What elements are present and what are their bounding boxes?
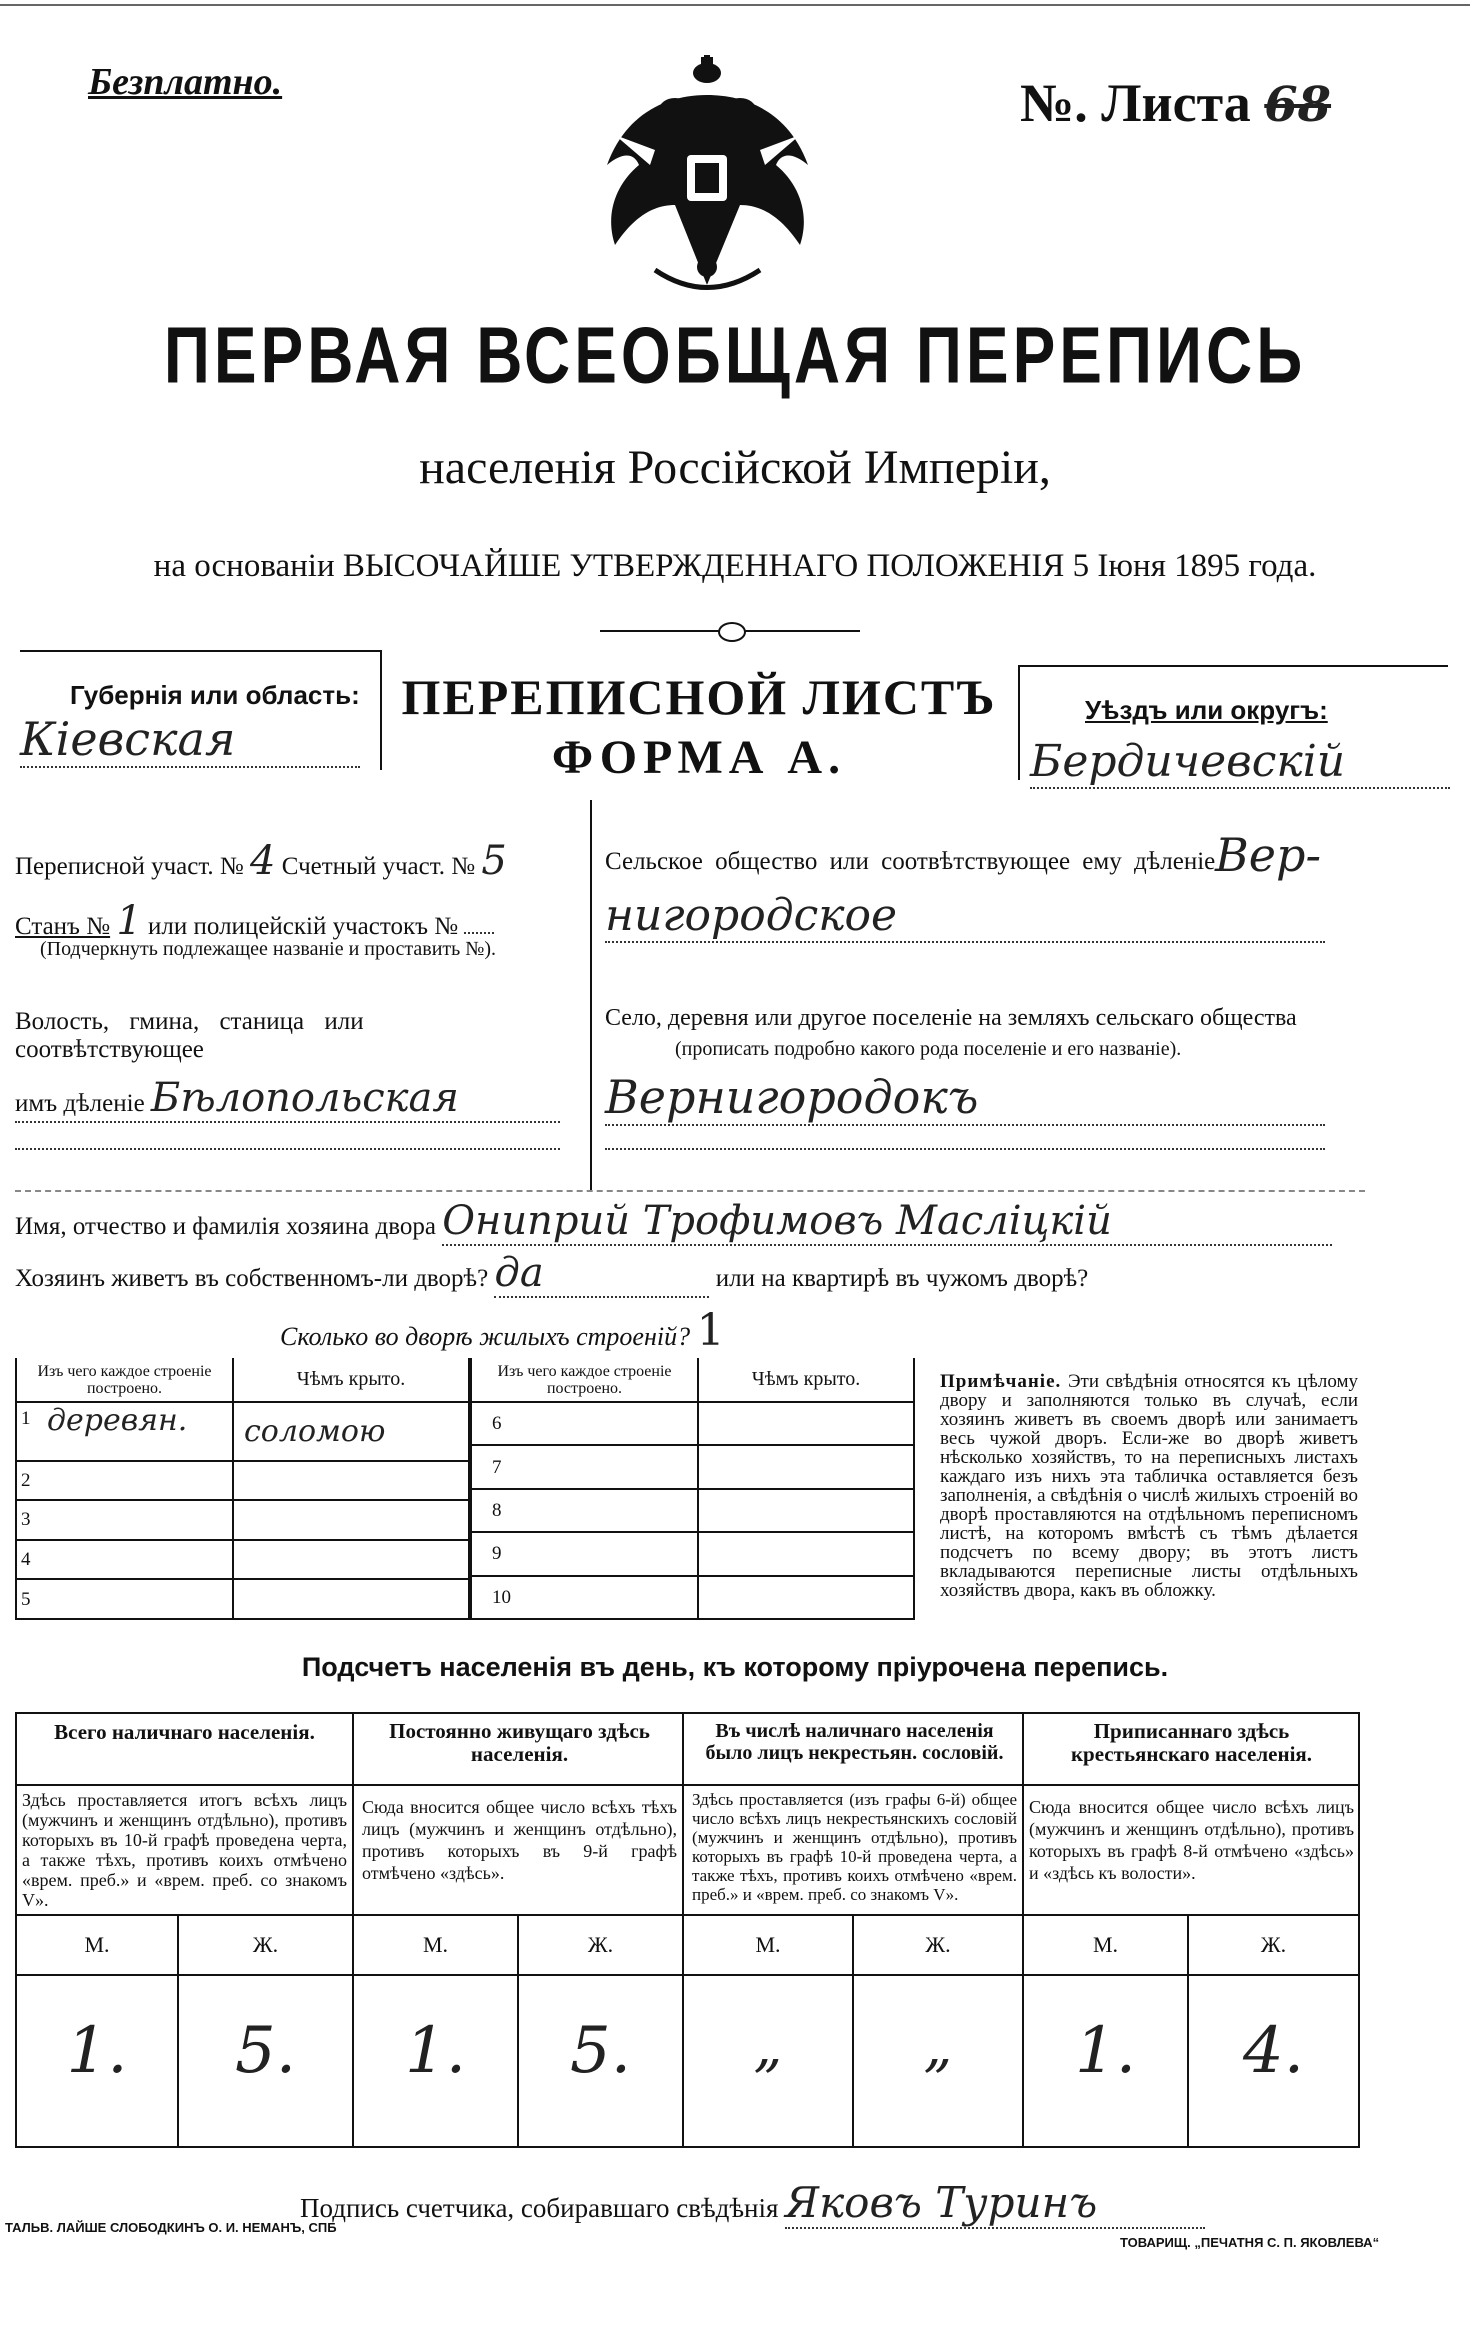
note-text: Эти свѣдѣнія относятся къ цѣлому двору и заполняются только въ случаѣ, если хозяинъ живетъ въ своемъ дворѣ или занимаетъ весь чужой дворъ. Если-же во дворѣ живетъ нѣсколько хозяйствъ, то на переписныхъ листахъ каждаго изъ нихъ эта табличка оставляется безъ заполненія, а свѣдѣнія о числѣ жилыхъ строеній во дворѣ проставляются на отдѣльномъ переписномъ листѣ, на которомъ вмѣстѣ съ тѣмъ дѣлается подсчетъ по всему двору; въ этотъ листъ вкладываются переписные листы отдѣльныхъ хозяйствъ двора, какъ въ обложку. <box>940 1371 1358 1601</box>
left-box-top <box>20 650 380 652</box>
village-note: (прописать подробно какого рода поселеніе и его названіе). <box>675 1038 1182 1060</box>
province-value: Кіевская <box>20 712 360 768</box>
count-group-1-header: Всего наличнаго населенія. <box>54 1720 315 1744</box>
division-row: имъ дѣленіе Бѣлопольская <box>15 1075 560 1123</box>
count-group-4-female: 4. <box>1242 2014 1305 2088</box>
sheet-number <box>1020 72 1331 134</box>
form-title-line2: ФОРМА А. <box>551 731 847 784</box>
owner-lives-value: да <box>494 1250 709 1298</box>
stan-value: 1 <box>116 898 142 944</box>
main-title: ПЕРВАЯ ВСЕОБЩАЯ ПЕРЕПИСЬ <box>163 310 1307 400</box>
buildings-table-right: Изъ чего каждое строеніе построено. Чѣмъ крыто. 6 7 8 9 10 <box>470 1358 915 1620</box>
underline-note: (Подчеркнуть подлежащее названіе и проставить №). <box>40 938 496 960</box>
count-group-2-header: Постоянно живущаго здѣсь населенія. <box>389 1720 650 1766</box>
free-label: Безплатно. <box>88 61 283 103</box>
district-label: Уѣздъ или округъ: <box>1085 695 1328 725</box>
building-row-8: 8 <box>471 1489 698 1532</box>
count-table: Всего наличнаго населенія. Здѣсь проставляется итогъ всѣхъ лицъ (мужчинъ и женщинъ отдѣльно), противъ которыхъ въ 10-й графѣ проведена черта, а также тѣхъ, противъ коихъ отмѣчено «врем. преб.» и «врем. преб. со знакомъ V». М. Ж. 1. 5. Постоянно живущаго здѣсь населенія. Сюда вносится общее число всѣхъ тѣхъ лицъ (мужчинъ и женщинъ отдѣльно), противъ которыхъ въ 9-й графѣ отмѣчено «здѣсь». М. Ж. 1. 5. Въ числѣ наличнаго населенія было лицъ некрестьян. сословій. Здѣсь проставляется (изъ графы 6-й) общее число всѣхъ лицъ некрестьянскихъ сословій (мужчинъ и женщинъ отдѣльно), противъ которыхъ въ графѣ 10-й проведена черта, а также тѣхъ, противъ коихъ отмѣчено «врем. преб.» и «врем. преб. со знакомъ V». М. Ж. „ „ Приписаннаго здѣсь крестьянскаго населенія. Сюда вносится общее число всѣхъ лицъ (мужчинъ и женщинъ отдѣльно), противъ которыхъ въ графѣ 8-й отмѣчено «здѣсь» и «здѣсь къ волости». М. Ж. 1. 4. <box>15 1712 1360 2148</box>
note-block <box>940 1372 1358 1600</box>
buildings-row: Сколько во дворѣ жилыхъ строеній? 1 <box>280 1305 725 1356</box>
count-section-value: 5 <box>481 838 507 884</box>
count-group-1-female: 5. <box>234 2014 297 2088</box>
district-value: Бердичевскій <box>1030 736 1450 789</box>
building-row-6: 6 <box>471 1402 698 1445</box>
form-title-line1: ПЕРЕПИСНОЙ ЛИСТЪ <box>401 669 997 725</box>
sheet-number-label: №. Листа <box>1020 73 1251 133</box>
count-title: Подсчетъ населенія въ день, къ которому пріурочена перепись. <box>301 1652 1169 1682</box>
footer-right: ТОВАРИЩ. „ПЕЧАТНЯ С. П. ЯКОВЛЕВА“ <box>1120 2235 1380 2250</box>
count-group-3-header: Въ числѣ наличнаго населенія было лицъ некрестьян. сословій. <box>705 1720 1004 1764</box>
count-group-1-desc: Здѣсь проставляется итогъ всѣхъ лицъ (мужчинъ и женщинъ отдѣльно), противъ которыхъ въ 10-й графѣ проведена черта, а также тѣхъ, противъ коихъ отмѣчено «врем. преб.» и «врем. преб. со знакомъ V». <box>22 1790 347 1910</box>
society-value-1: Вер- <box>1215 828 1322 882</box>
stan-row: Станъ № 1 или полицейскій участокъ № <box>15 898 494 944</box>
count-group-2-female: 5. <box>569 2014 632 2088</box>
count-group-4-male: 1. <box>1074 2014 1137 2088</box>
building-row-1: 1 деревян. <box>16 1402 233 1461</box>
owner-name-row: Имя, отчество и фамилія хозяина двора Ониприй Трофимовъ Масліцкій <box>15 1198 1370 1246</box>
count-group-3-female: „ <box>923 2014 953 2079</box>
count-group-4-header: Приписаннаго здѣсь крестьянскаго населенія. <box>1070 1720 1313 1766</box>
census-section-value: 4 <box>250 838 276 884</box>
division-value: Бѣлопольская <box>150 1075 459 1121</box>
double-headed-eagle-emblem <box>595 55 820 300</box>
building-row-4: 4 <box>16 1540 233 1580</box>
basis-title: на основаніи ВЫСОЧАЙШЕ УТВЕРЖДЕННАГО ПОЛОЖЕНІЯ 5 Іюня 1895 года. <box>153 548 1317 584</box>
top-edge-line <box>0 4 1470 6</box>
building-row-9: 9 <box>471 1532 698 1575</box>
village-label: Село, деревня или другое поселеніе на земляхъ сельскаго общества <box>605 1005 1297 1031</box>
owner-lives-row: Хозяинъ живетъ въ собственномъ-ли дворѣ? да или на квартирѣ въ чужомъ дворѣ? <box>15 1250 1089 1296</box>
count-group-2-desc: Сюда вносится общее число всѣхъ тѣхъ лицъ (мужчинъ и женщинъ отдѣльно), противъ которыхъ въ 9-й графѣ отмѣчено «здѣсь». <box>362 1797 677 1883</box>
volost-label: Волость, гмина, станица или соотвѣтствующее <box>15 1008 364 1063</box>
owner-name-value: Ониприй Трофимовъ Масліцкій <box>442 1198 1332 1246</box>
sheet-number-value: 68 <box>1264 77 1332 133</box>
sub-title: населенія Россійской Имперіи, <box>419 441 1051 494</box>
middle-divider <box>590 800 592 1190</box>
count-group-1-male: 1. <box>66 2014 128 2088</box>
buildings-value: 1 <box>696 1305 725 1356</box>
building-row-5: 5 <box>16 1579 233 1619</box>
village-value: Вернигородокъ <box>605 1070 1325 1126</box>
count-group-4-desc: Сюда вносится общее число всѣхъ лицъ (мужчинъ и женщинъ отдѣльно), противъ которыхъ въ графѣ 8-й отмѣчено «здѣсь» и «здѣсь къ волости». <box>1029 1797 1354 1883</box>
count-group-3-desc: Здѣсь проставляется (изъ графы 6-й) общее число всѣхъ лицъ некрестьянскихъ сословій (мужчинъ и женщинъ отдѣльно), противъ которыхъ въ графѣ 10-й проведена черта, а также тѣхъ, противъ коихъ отмѣчено «врем. преб.» и «врем. преб. со знакомъ V». <box>692 1790 1017 1904</box>
signature-row <box>300 2178 1205 2229</box>
count-group-2-male: 1. <box>404 2014 467 2088</box>
building-row-10: 10 <box>471 1576 698 1619</box>
census-section-row: Переписной участ. № 4 Счетный участ. № 5 <box>15 838 507 884</box>
signature-value: Яковъ Туринъ <box>785 2178 1205 2229</box>
ornament-divider <box>600 624 860 638</box>
count-group-3-male: „ <box>753 2014 783 2079</box>
province-label: Губернія или область: <box>70 680 360 710</box>
building-row-2: 2 <box>16 1461 233 1501</box>
note-head: Примѣчаніе. <box>940 1371 1062 1392</box>
signature-label: Подпись счетчика, собиравшаго свѣдѣнія <box>300 2193 779 2223</box>
footer-left: ТАЛЬВ. ЛАЙШЕ СЛОБОДКИНЪ О. И. НЕМАНЪ, СПБ <box>5 2220 337 2235</box>
building-row-7: 7 <box>471 1445 698 1488</box>
building-row-3: 3 <box>16 1500 233 1540</box>
society-value-2: нигородское <box>605 890 1325 943</box>
buildings-table-left: Изъ чего каждое строеніе построено. Чѣмъ крыто. 1 деревян. соломою 2 3 4 5 <box>15 1358 470 1620</box>
society-label: Сельское общество или соотвѣтствующее ему дѣленіе <box>605 848 1216 875</box>
